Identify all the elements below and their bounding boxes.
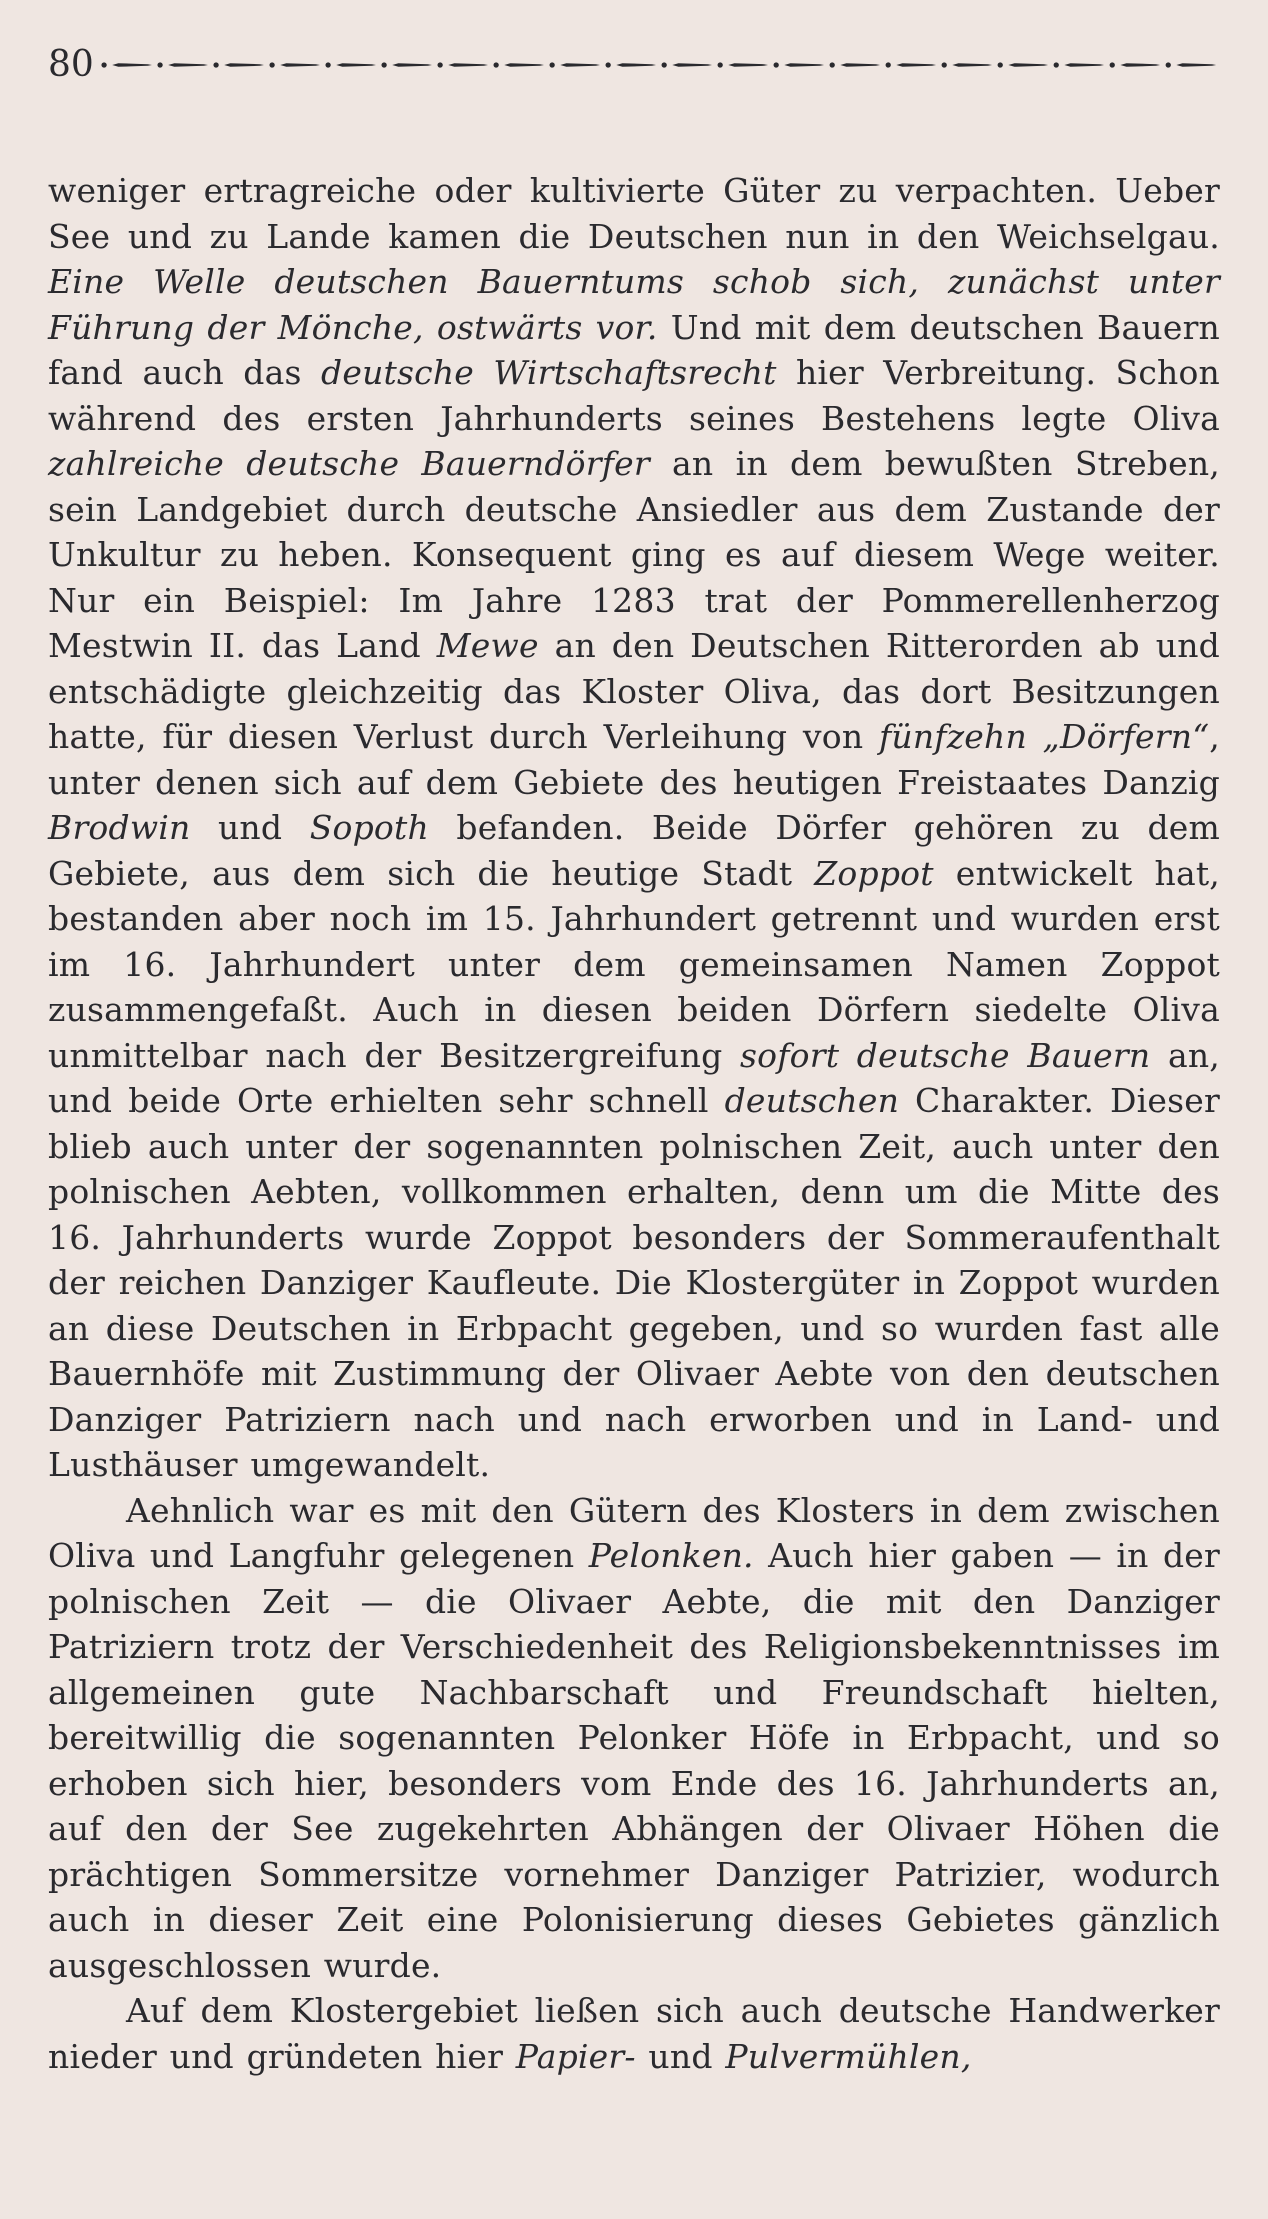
ornament-dot [269,62,274,67]
text-run: Charakter. Dieser blieb auch unter der sogenannten polnischen Zeit, auch unter den polnischen Aebten, vollkommen erhalten, denn um die Mitte des 16. Jahrhunderts wurde Zoppot besonders der Sommeraufenthalt der reichen Danziger Kaufleute. Die Klostergüter in Zoppot wurden an diese Deutschen in Erbpacht gegeben, und so wurden fast alle Bauernhöfe mit Zustimmung der Olivaer Aebte von den deutschen Danziger Patriziern nach und nach erworben und in Land- und Lusthäuser umgewandelt. [48,1081,1220,1484]
emphasized-text: Mewe [436,626,539,665]
text-run: , unter denen sich auf dem Gebiete des heutigen Freistaates Danzig [48,717,1220,802]
ornament-dot [717,62,722,67]
text-run: Auch hier gaben — in der polnischen Zeit — die Olivaer Aebte, die mit den Danziger Patriziern trotz der Verschiedenheit des Religionsbekenntnisses im allgemeinen gute Nachbarschaft und Freundschaft hielten, bereitwillig die sogenannten Pelonker Höfe in Erbpacht, und so erhoben sich hier, besonders vom Ende des 16. Jahrhunderts an, auf den der See zugekehrten Abhängen der Olivaer Höhen die prächtigen Sommersitze vornehmer Danziger Patrizier, wodurch auch in dieser Zeit eine Polonisierung dieses Gebietes gänzlich ausgeschlossen wurde. [48,1536,1220,1985]
ornament-dot [997,62,1002,67]
emphasized-text: deutschen [724,1081,900,1120]
ornament-dot [1109,62,1114,67]
book-page [48,40,1220,2079]
emphasized-text: deutsche Wirtschaftsrecht [321,353,777,392]
ornament-rule-graphic [100,60,1220,70]
text-run: entwickelt hat, bestanden aber noch im 15. Jahrhundert getrennt und wurden erst im 16. Jahrhundert unter dem gemeinsamen Namen Zoppot zusammengefaßt. Auch in diesen beiden Dörfern siedelte Oliva unmittelbar nach der Besitzergreifung [48,853,1221,1075]
emphasized-text: Zoppot [814,853,934,893]
ornament-dash [840,63,880,67]
ornament-dot [213,62,218,67]
ornament-dot [101,62,106,67]
ornament-dot [549,62,554,67]
ornament-dot [493,62,498,67]
ornament-dot [381,62,386,67]
text-run: Auf dem Klostergebiet ließen sich auch deutsche Handwerker nieder und gründeten hier [48,1991,1220,2076]
ornament-dash [280,63,320,67]
paragraph [48,1488,1220,1989]
paragraph [48,168,1220,1488]
ornament-dot [437,62,442,67]
ornament-dash [504,63,544,67]
text-run: befanden. Beide Dörfer gehören zu dem Gebiete, aus dem sich die heutige Stadt [48,808,1220,893]
text-run: an den Deutschen Ritterorden ab und entschädigte gleichzeitig das Kloster Oliva, das dort Besitzungen hatte, für diesen Verlust durch Verleihung von [48,626,1220,756]
ornament-dot [829,62,834,67]
ornament-dash [224,63,264,67]
ornament-dot [941,62,946,67]
ornament-dash [1064,63,1104,67]
page-header [48,40,1220,90]
emphasized-text: Pelonken. [588,1536,754,1575]
ornament-dash [728,63,768,67]
ornament-dash [784,63,824,67]
ornament-dash [168,63,208,67]
emphasized-text: Brodwin [48,808,191,847]
ornament-dash [392,63,432,67]
emphasized-text: fünfzehn „Dörfern“ [878,717,1210,756]
text-run: und [190,808,310,847]
ornament-dash [672,63,712,67]
ornament-dash [336,63,376,67]
ornament-dot [885,62,890,67]
ornament-dash [1120,63,1160,67]
text-run: an, und beide Orte erhielten sehr schnell [48,1035,1220,1120]
body-text [48,168,1220,2079]
text-run: und [635,2036,726,2076]
ornament-dash [560,63,600,67]
text-run: Aehnlich war es mit den Gütern des Klosters in dem zwischen Oliva und Langfuhr gelegenen [48,1490,1220,1575]
paragraph [48,1988,1220,2079]
ornament-dot [661,62,666,67]
ornament-dash [952,63,992,67]
emphasized-text: Sopoth [309,808,429,847]
ornament-dash [1008,63,1048,67]
ornament-dot [325,62,330,67]
emphasized-text: Eine Welle deutschen Bauerntums schob sich, zunächst unter Führung der Mönche, ostwärts vor. [48,262,1220,347]
ornament-dot [157,62,162,67]
page-number: 80 [48,44,94,85]
ornament-dash [112,63,152,67]
emphasized-text: Pulvermühlen, [725,2036,972,2076]
ornament-dash [896,63,936,67]
emphasized-text: zahlreiche deutsche Bauerndörfer [48,444,650,483]
ornament-dot [605,62,610,67]
text-run: weniger ertragreiche oder kultivierte Güter zu verpachten. Ueber See und zu Lande kamen die Deutschen nun in den Weichselgau. [48,171,1220,256]
text-run: hier Verbreitung. Schon während des ersten Jahrhunderts seines Bestehens legte Oliva [48,353,1220,438]
text-run: an in dem bewußten Streben, sein Landgebiet durch deutsche Ansiedler aus dem Zustande der Unkultur zu heben. Konsequent ging es auf diesem Wege weiter. Nur ein Beispiel: Im Jahre 1283 trat der Pommerellenherzog Mestwin II. das Land [48,444,1221,665]
ornament-dash [616,63,656,67]
emphasized-text: sofort deutsche Bauern [740,1035,1151,1075]
text-run: Und mit dem deutschen Bauern fand auch das [48,307,1220,392]
ornament-dot [1165,62,1170,67]
header-ornament-rule [100,60,1220,70]
emphasized-text: Papier- [515,2036,636,2076]
ornament-dash [448,63,488,67]
ornament-dot [1053,62,1058,67]
ornament-dot [773,62,778,67]
ornament-dash [1176,63,1216,67]
